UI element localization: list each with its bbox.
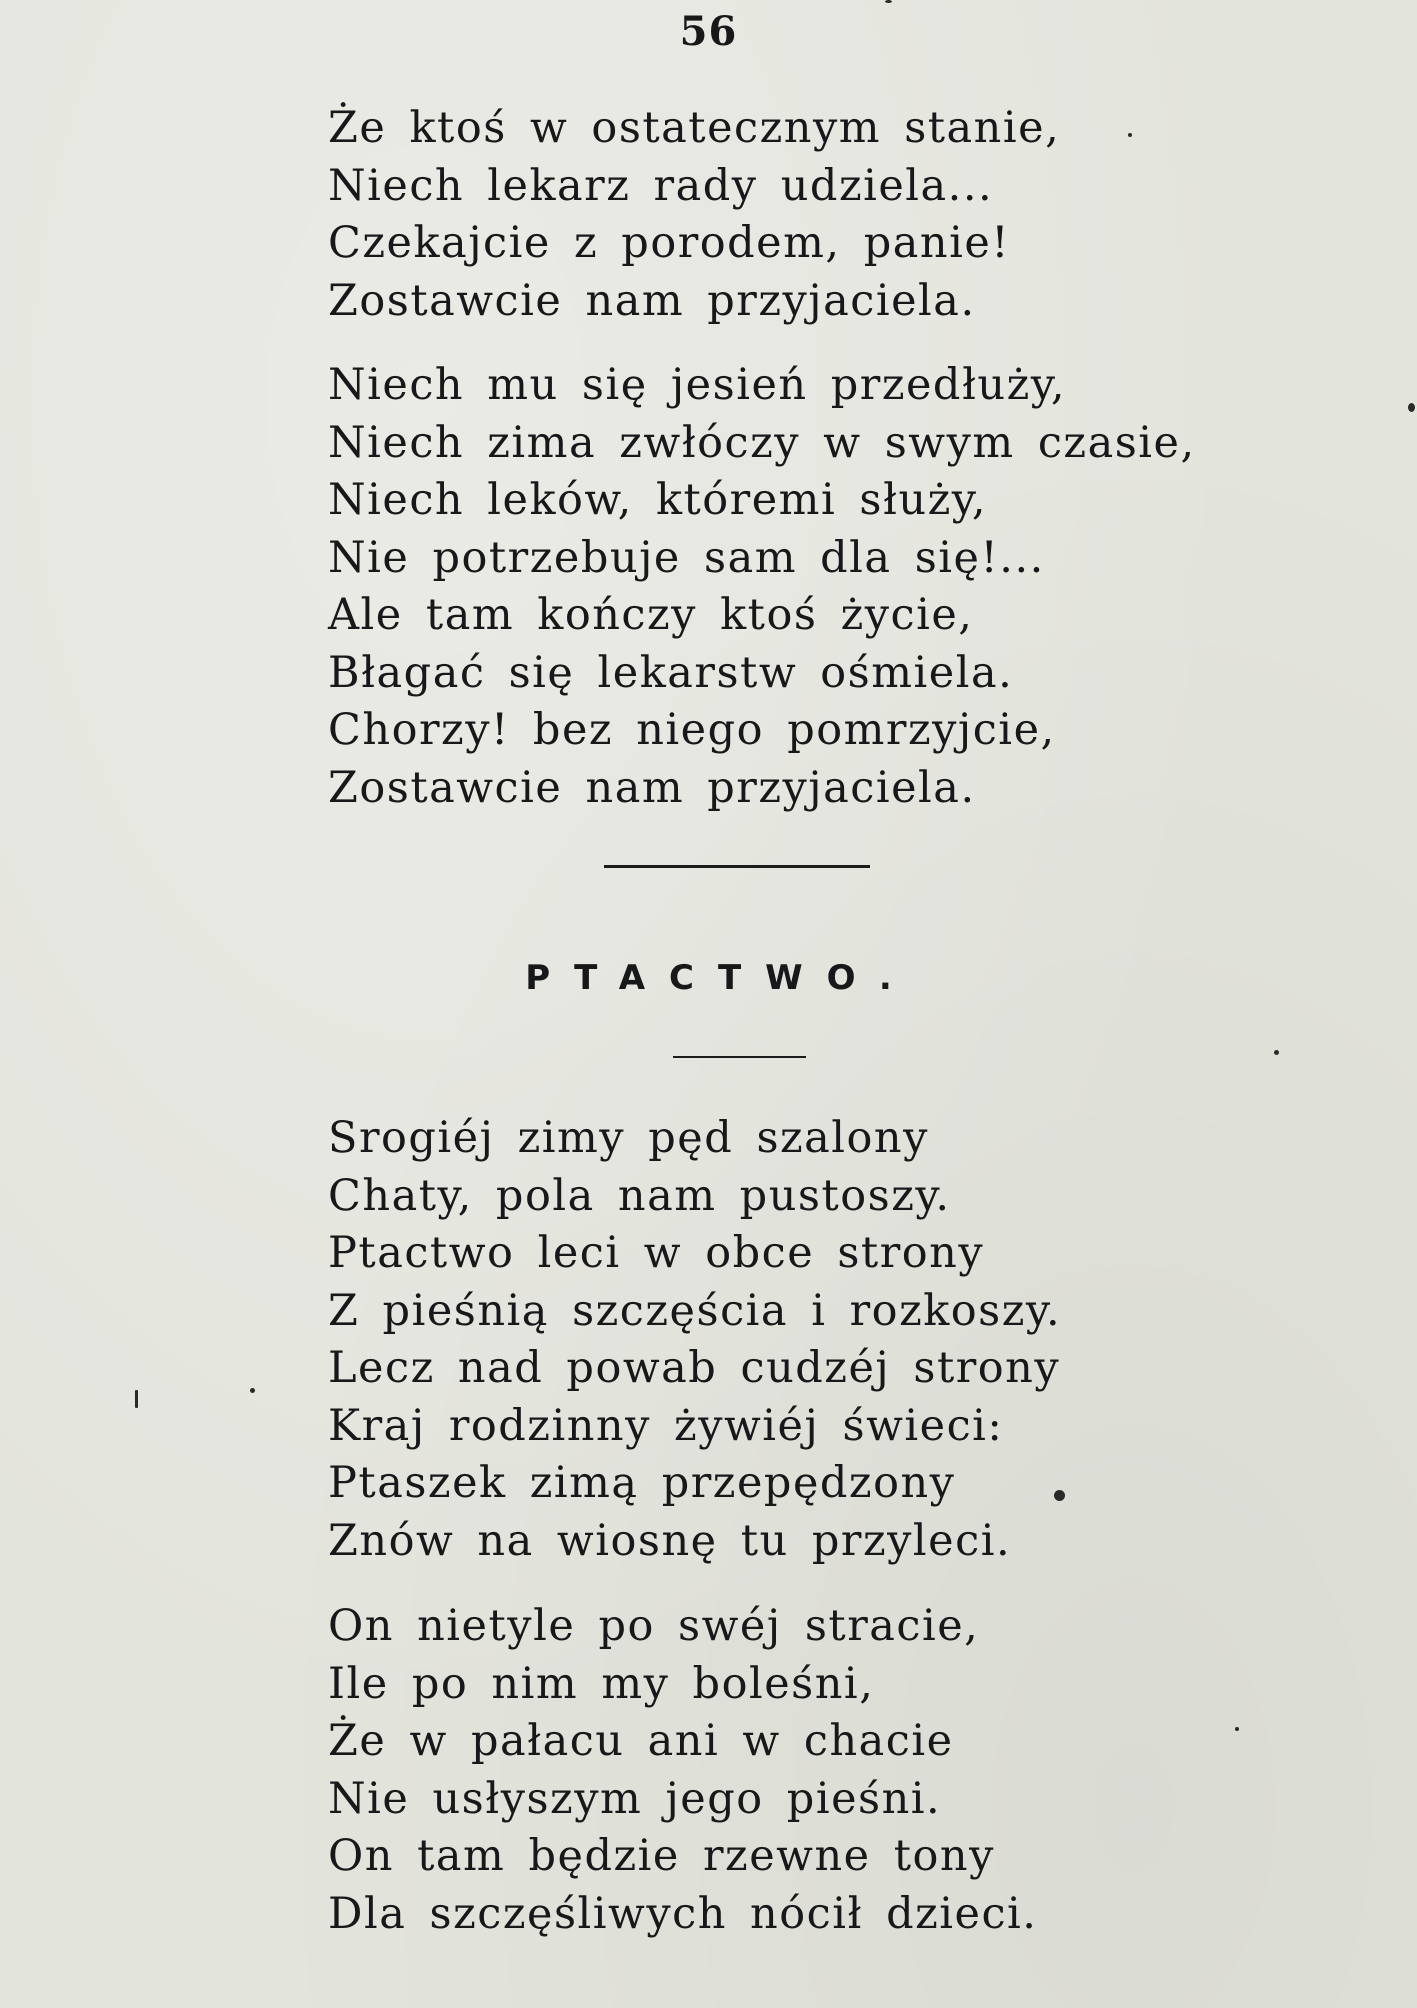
ink-speck [1235,1727,1239,1731]
stanza-2 [328,357,1196,817]
poem-stanza-1 [328,1110,1061,1570]
verse-line: Dla szczęśliwych nócił dzieci. [328,1888,1038,1939]
verse-line: On tam będzie rzewne tony [328,1831,995,1881]
verse-line: Zostawcie nam przyjaciela. [328,275,976,326]
verse-line: Ile po nim my boleśni, [328,1658,875,1709]
verse-line: Nie usłyszym jego pieśni. [328,1773,942,1824]
verse-line: Srogiéj zimy pęd szalony [328,1113,929,1163]
verse-line: Z pieśnią szczęścia i rozkoszy. [328,1285,1062,1336]
verse-line: Że w pałacu ani w chacie [328,1716,954,1766]
verse-line: Ptactwo leci w obce strony [328,1228,985,1278]
verse-line: Zostawcie nam przyjaciela. [328,762,976,813]
verse-line: Nie potrzebuje sam dla się!... [328,532,1045,583]
verse-line: Kraj rodzinny żywiéj świeci: [328,1400,1004,1451]
ink-speck [250,1388,255,1393]
verse-line: On nietyle po swéj stracie, [328,1601,980,1651]
page-number: 56 [679,8,738,55]
verse-line: Niech leków, któremi służy, [328,475,987,525]
ink-speck [1128,133,1132,137]
verse-line: Niech mu się jesień przedłuży, [328,360,1066,410]
verse-line: Chaty, pola nam pustoszy. [328,1170,951,1221]
verse-line: Niech lekarz rady udziela... [328,160,994,211]
verse-line: Błagać się lekarstw ośmiela. [328,647,1014,698]
ink-speck [1054,1490,1065,1501]
verse-line: Że ktoś w ostatecznym stanie, [328,103,1061,153]
ink-speck [1408,403,1415,412]
section-separator-rule [604,865,870,868]
verse-line: Niech zima zwłóczy w swym czasie, [328,417,1196,468]
stanza-1 [328,100,1060,330]
ink-speck [885,0,892,3]
ink-speck [1274,1050,1279,1055]
ink-speck [135,1390,138,1408]
poem-stanza-2 [328,1598,1037,1943]
verse-line: Ptaszek zimą przepędzony [328,1458,956,1508]
verse-line: Czekajcie z porodem, panie! [328,218,1011,268]
verse-line: Znów na wiosnę tu przyleci. [328,1515,1012,1566]
verse-line: Ale tam kończy ktoś życie, [328,590,974,640]
poem-title: PTACTWO. [525,958,916,998]
verse-line: Chorzy! bez niego pomrzyjcie, [328,705,1056,755]
title-underline-rule [673,1056,806,1058]
verse-line: Lecz nad powab cudzéj strony [328,1343,1061,1393]
